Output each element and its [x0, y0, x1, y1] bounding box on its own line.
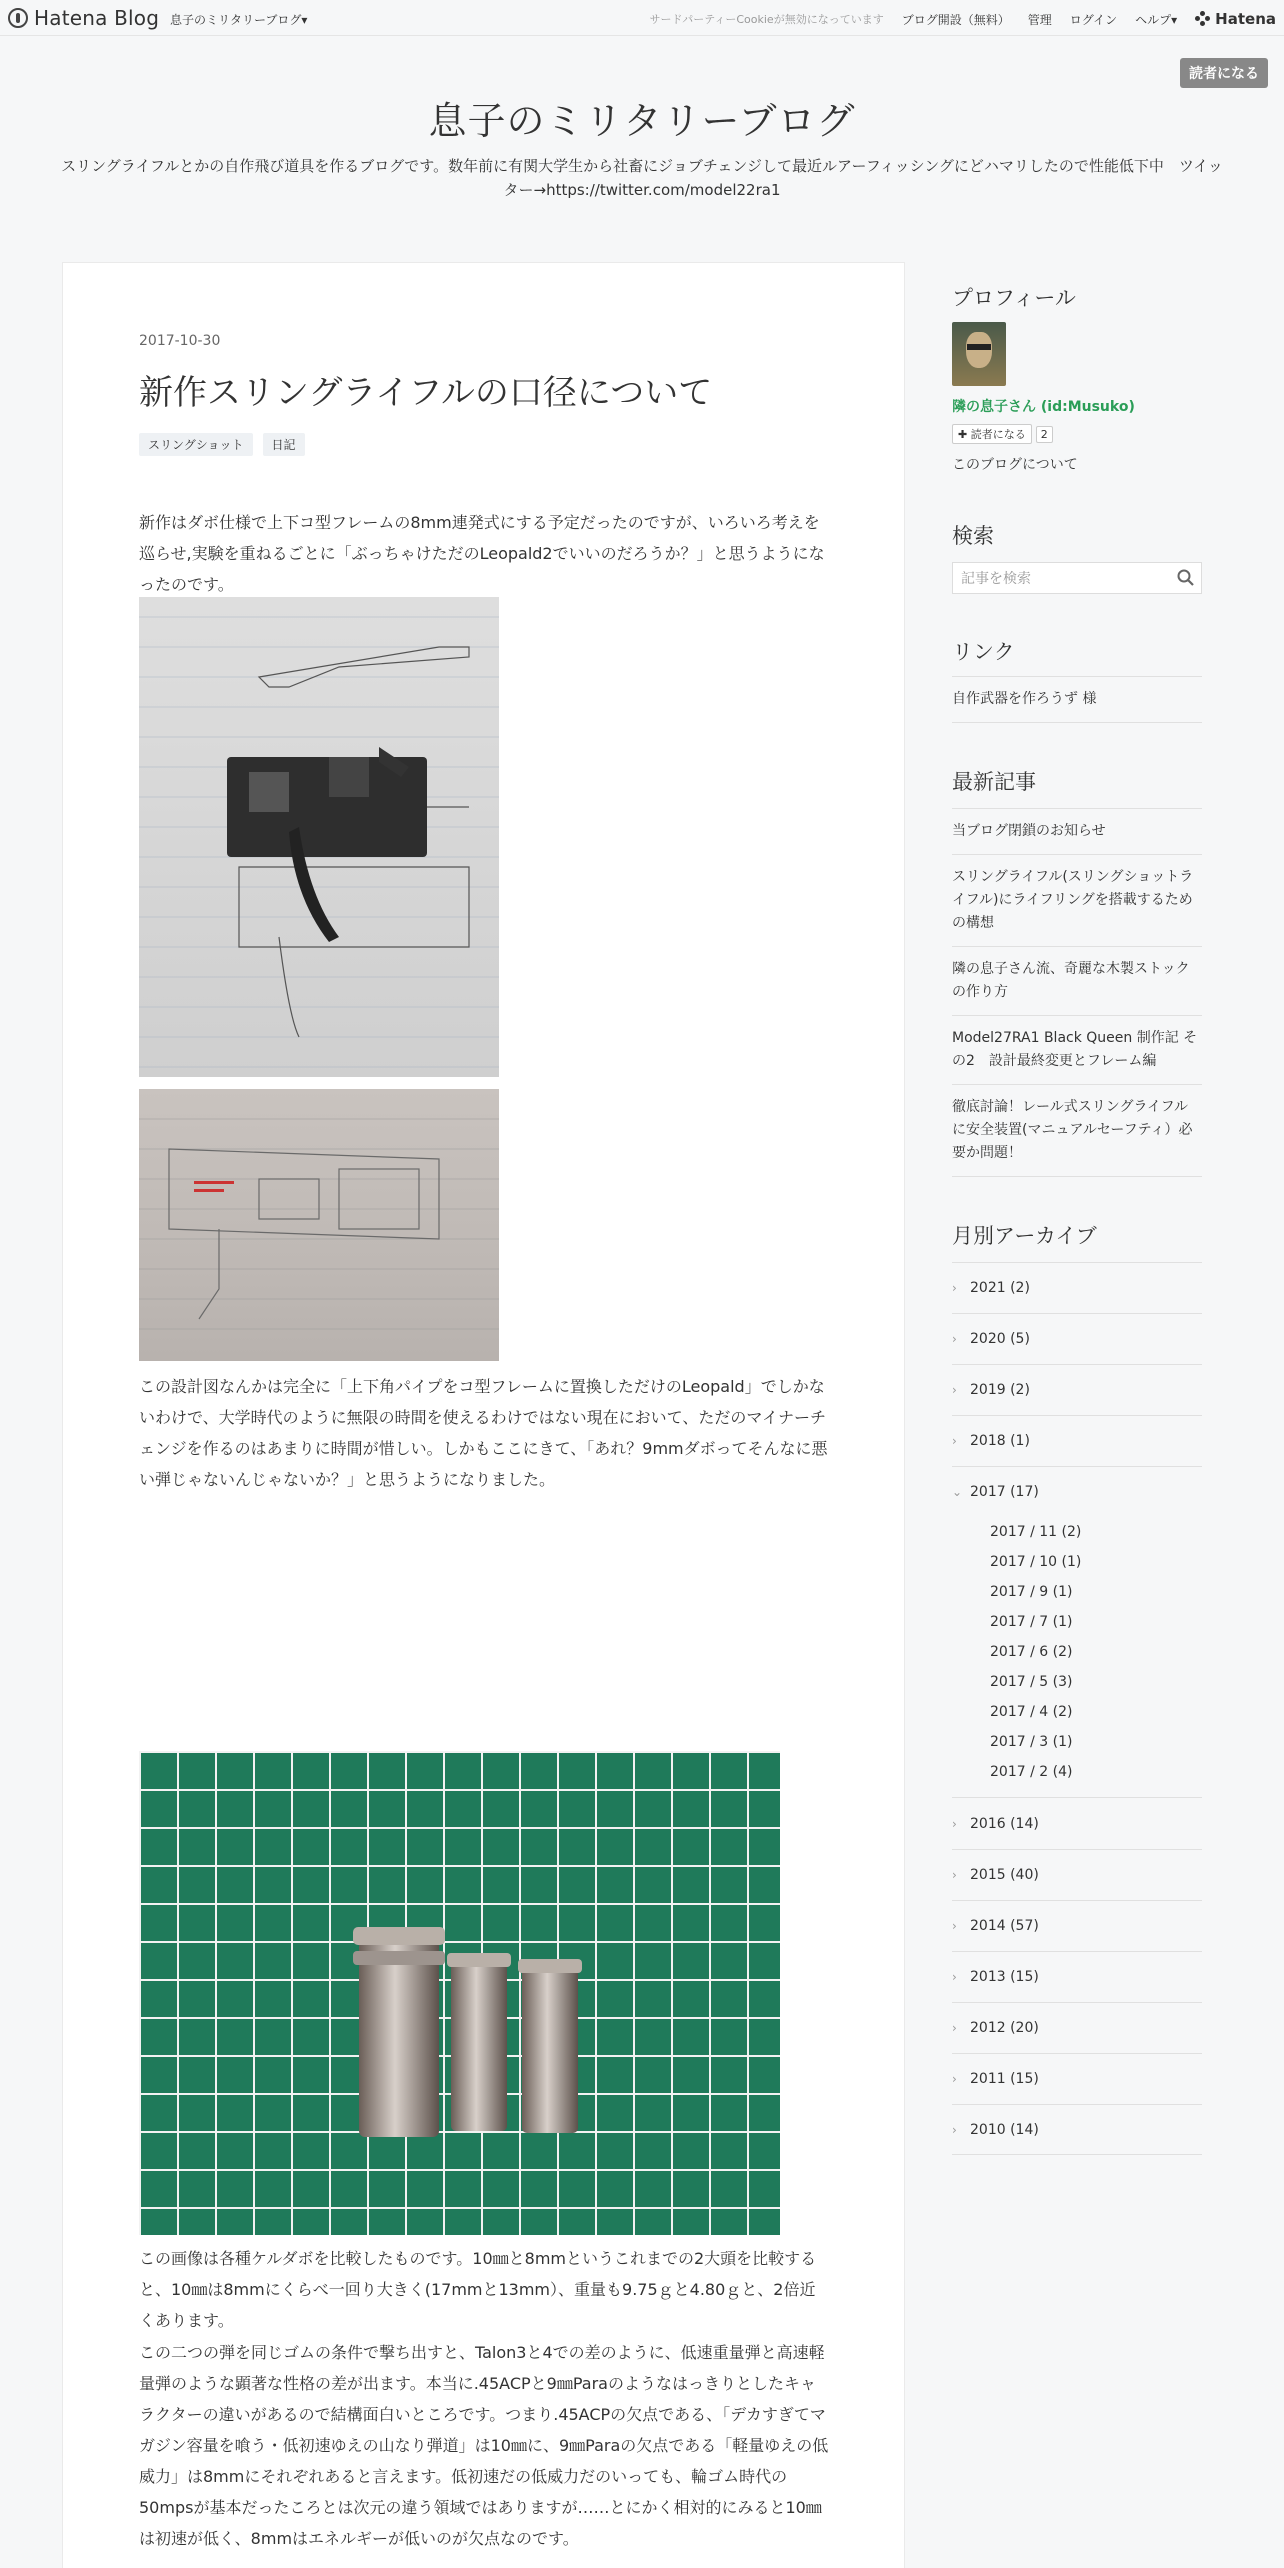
archive-month[interactable]: 2017 / 11 (2)	[990, 1524, 1082, 1540]
recent-item[interactable]: Model27RA1 Black Queen 制作記 その2 設計最終変更とフレーム編	[952, 1015, 1202, 1084]
post-paragraph-4: この二つの弾を同じゴムの条件で撃ち出すと、Talon3と4での差のように、低速重量弾と高速軽量弾のような顕著な性格の差が出ます。本当に.45ACPと9㎜Paraのようなはっきりとしたキャラクターの違いがあるので結構面白いところです。つまり.45ACPの欠点である、「デカすぎてマガジン容量を喰う・低初速ゆえの山なり弾道」は10㎜に、9㎜Paraの欠点である「軽量ゆえの低威力」は8mmにそれぞれあると言えます。低初速だの低威力だのいっても、輪ゴム時代の50mpsが基本だったころとは次元の違う領域ではありますが……とにかく相対的にみると10㎜は初速が低く、8mmはエネルギーが低いのが欠点なのです。	[139, 2343, 829, 2548]
archive-heading: 月別アーカイブ	[952, 1224, 1097, 1248]
archive-year[interactable]	[952, 1313, 1202, 1364]
post-tags	[139, 433, 305, 456]
archive-year-label: 2014 (57)	[970, 1918, 1039, 1934]
chevron-right-icon: ›	[952, 1970, 957, 1984]
avatar[interactable]	[952, 322, 1006, 386]
chevron-right-icon: ›	[952, 1816, 957, 1831]
tag-diary[interactable]: 日記	[263, 433, 305, 456]
archive-year-label: 2016 (14)	[970, 1815, 1039, 1832]
post-date[interactable]: 2017-10-30	[139, 333, 221, 349]
links-list	[952, 676, 1202, 723]
post-paragraph-2: この設計図なんかは完全に「上下角パイプをコ型フレームに置換しただけのLeopald」でしかないわけで、大学時代のように無限の時間を使えるわけではない現在において、ただのマイナーチェンジを作るのはあまりに時間が惜しい。しかもここにきて、「あれ？9mmダボってそんなに悪い弾じゃないんじゃないか？」と思うようになりました。	[139, 1377, 828, 1489]
photo-frame-drawing	[139, 1089, 499, 1361]
recent-item[interactable]: 徹底討論！レール式スリングライフルに安全装置(マニュアルセーフティ）必要か問題！	[952, 1084, 1202, 1177]
recent-heading: 最新記事	[952, 770, 1036, 794]
hatena-blog-logo-text: Hatena Blog	[34, 6, 160, 30]
archive-year-label: 2020 (5)	[970, 1331, 1030, 1347]
post-paragraph-1: 新作はダボ仕様で上下コ型フレームの8mm連発式にする予定だったのですが、いろいろ考えを巡らせ,実験を重ねるごとに「ぶっちゃけただのLeopald2でいいのだろうか？」と思うようになったのです。	[139, 513, 825, 594]
blog-dropdown[interactable]: 息子のミリタリーブログ▾	[170, 13, 308, 27]
archive-month[interactable]: 2017 / 2 (4)	[990, 1764, 1073, 1780]
archive-month[interactable]: 2017 / 5 (3)	[990, 1674, 1073, 1690]
archive-year-open[interactable]	[952, 1466, 1202, 1517]
recent-item[interactable]: スリングライフル(スリングショットライフル)にライフリングを搭載するための構想	[952, 854, 1202, 946]
archive-year[interactable]	[952, 1364, 1202, 1415]
hatena-blog-logo-icon	[8, 8, 28, 28]
archive-year-label: 2013 (15)	[970, 1969, 1039, 1985]
hatena-topbar	[0, 0, 1284, 36]
hatena-blog-logo[interactable]	[8, 6, 159, 30]
hatena-dots-icon	[1195, 11, 1211, 27]
archive-year[interactable]	[952, 1415, 1202, 1466]
chevron-right-icon: ›	[952, 1868, 957, 1882]
archive-month[interactable]: 2017 / 9 (1)	[990, 1584, 1073, 1600]
chevron-right-icon: ›	[952, 1332, 957, 1346]
archive-year-label: 2019 (2)	[970, 1382, 1030, 1398]
archive-year-label: 2010 (14)	[970, 2121, 1039, 2138]
photo-trigger-mechanism	[139, 597, 499, 1077]
archive-months	[952, 1517, 1202, 1798]
archive-year[interactable]	[952, 1900, 1202, 1951]
chevron-right-icon: ›	[952, 1383, 957, 1397]
admin-link[interactable]: 管理	[1027, 12, 1052, 27]
chevron-down-icon: ⌄	[952, 1485, 963, 1499]
blog-title[interactable]: 息子のミリタリーブログ	[428, 99, 856, 143]
post-title[interactable]: 新作スリングライフルの口径について	[139, 373, 713, 413]
subscribe-button[interactable]: 読者になる	[1180, 58, 1268, 88]
archive-year-label: 2021 (2)	[970, 1280, 1030, 1296]
chevron-right-icon: ›	[952, 2072, 957, 2086]
archive-year[interactable]	[952, 1849, 1202, 1900]
photo-ammo-comparison	[139, 1751, 780, 2235]
archive-month[interactable]: 2017 / 6 (2)	[990, 1644, 1073, 1660]
recent-item[interactable]: 隣の息子さん流、奇麗な木製ストックの作り方	[952, 946, 1202, 1015]
archive-year[interactable]	[952, 2053, 1202, 2104]
topbar-right-menu	[649, 10, 1276, 28]
chevron-right-icon: ›	[952, 2021, 957, 2035]
archive-year-label: 2011 (15)	[970, 2071, 1039, 2087]
reader-button[interactable]: ✚ 読者になる	[952, 424, 1032, 444]
recent-item[interactable]: 当ブログ閉鎖のお知らせ	[952, 808, 1202, 854]
cookie-notice[interactable]: サードパーティーCookieが無効になっています	[649, 13, 884, 26]
avatar-glasses	[967, 344, 991, 350]
search-heading: 検索	[952, 524, 994, 548]
archive-year-label: 2018 (1)	[970, 1433, 1030, 1449]
chevron-right-icon: ›	[952, 1434, 957, 1448]
search-input[interactable]	[952, 562, 1202, 594]
hatena-logo-text: Hatena	[1215, 10, 1276, 28]
archive-year[interactable]	[952, 1262, 1202, 1313]
chevron-right-icon: ›	[952, 1919, 957, 1933]
archive-year-label: 2012 (20)	[970, 2020, 1039, 2036]
archive-list	[952, 1262, 1202, 2155]
archive-year-label: 2017 (17)	[970, 1484, 1039, 1500]
profile-heading: プロフィール	[952, 286, 1076, 310]
reader-count[interactable]: 2	[1036, 426, 1053, 443]
chevron-right-icon: ›	[952, 2122, 957, 2137]
article	[62, 262, 905, 2568]
help-dropdown[interactable]: ヘルプ▾	[1135, 12, 1178, 27]
archive-year-label: 2015 (40)	[970, 1867, 1039, 1883]
archive-year[interactable]	[952, 1951, 1202, 2002]
tag-slingshot[interactable]: スリングショット	[139, 433, 253, 456]
open-blog-link[interactable]: ブログ開設（無料）	[901, 12, 1010, 27]
archive-month[interactable]: 2017 / 3 (1)	[990, 1734, 1073, 1750]
link-item[interactable]: 自作武器を作ろうず 様	[952, 676, 1202, 723]
profile-name[interactable]: 隣の息子さん (id:Musuko)	[952, 399, 1135, 415]
archive-year[interactable]	[952, 1798, 1202, 1849]
reader-row	[952, 424, 1053, 444]
post-paragraph-3: この画像は各種ケルダボを比較したものです。10㎜と8mmというこれまでの2大頭を比較すると、10㎜は8mmにくらべ一回り大きく(17mmと13mm）、重量も9.75ｇと4.80ｇと、2倍近くあります。	[139, 2249, 817, 2330]
about-blog-link[interactable]: このブログについて	[952, 457, 1078, 473]
login-link[interactable]: ログイン	[1069, 12, 1118, 27]
archive-year[interactable]	[952, 2002, 1202, 2053]
archive-month[interactable]: 2017 / 10 (1)	[990, 1554, 1082, 1570]
archive-month[interactable]: 2017 / 7 (1)	[990, 1614, 1073, 1630]
avatar-face	[966, 332, 992, 368]
chevron-right-icon: ›	[952, 1281, 957, 1295]
archive-month[interactable]: 2017 / 4 (2)	[990, 1704, 1073, 1720]
hatena-logo[interactable]	[1195, 10, 1276, 28]
recent-list	[952, 808, 1202, 1177]
search-icon[interactable]	[1176, 568, 1196, 588]
blog-description: スリングライフルとかの自作飛び道具を作るブログです。数年前に有関大学生から社畜にジョブチェンジして最近ルアーフィッシングにどハマリしたので性能低下中 ツイッター→https://twitter.com/model22ra1	[61, 157, 1223, 199]
links-heading: リンク	[952, 640, 1015, 664]
archive-year[interactable]	[952, 2104, 1202, 2155]
